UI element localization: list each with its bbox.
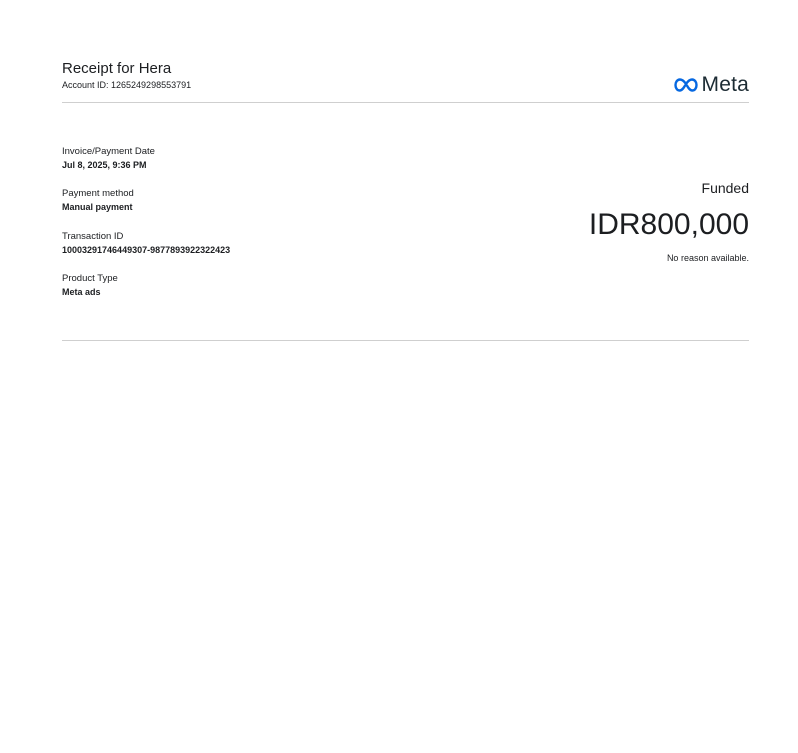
payment-date-field [62,146,155,171]
receipt-title: Receipt for Hera [62,60,172,77]
payment-date-value: Jul 8, 2025, 9:36 PM [62,160,147,170]
transaction-id-value: 10003291746449307-9877893922322423 [62,245,231,255]
payment-method-value: Manual payment [62,202,133,212]
payment-method-field [62,188,134,213]
meta-logo [674,74,750,96]
payment-date-label: Invoice/Payment Date [62,146,155,157]
payment-status: Funded [701,180,749,196]
account-id: Account ID: 1265249298553791 [62,80,192,90]
transaction-id-label: Transaction ID [62,231,124,242]
receipt-page [62,0,749,753]
product-type-value: Meta ads [62,287,101,297]
footer-divider [62,340,749,341]
transaction-id-field [62,231,230,256]
payment-amount: IDR800,000 [588,208,749,241]
meta-wordmark: Meta [701,73,749,96]
status-reason: No reason available. [666,253,749,263]
payment-method-label: Payment method [62,188,134,199]
header-divider [62,102,749,103]
product-type-field [62,273,118,298]
receipt-header [62,60,749,102]
product-type-label: Product Type [62,273,118,284]
meta-infinity-icon [674,78,698,92]
